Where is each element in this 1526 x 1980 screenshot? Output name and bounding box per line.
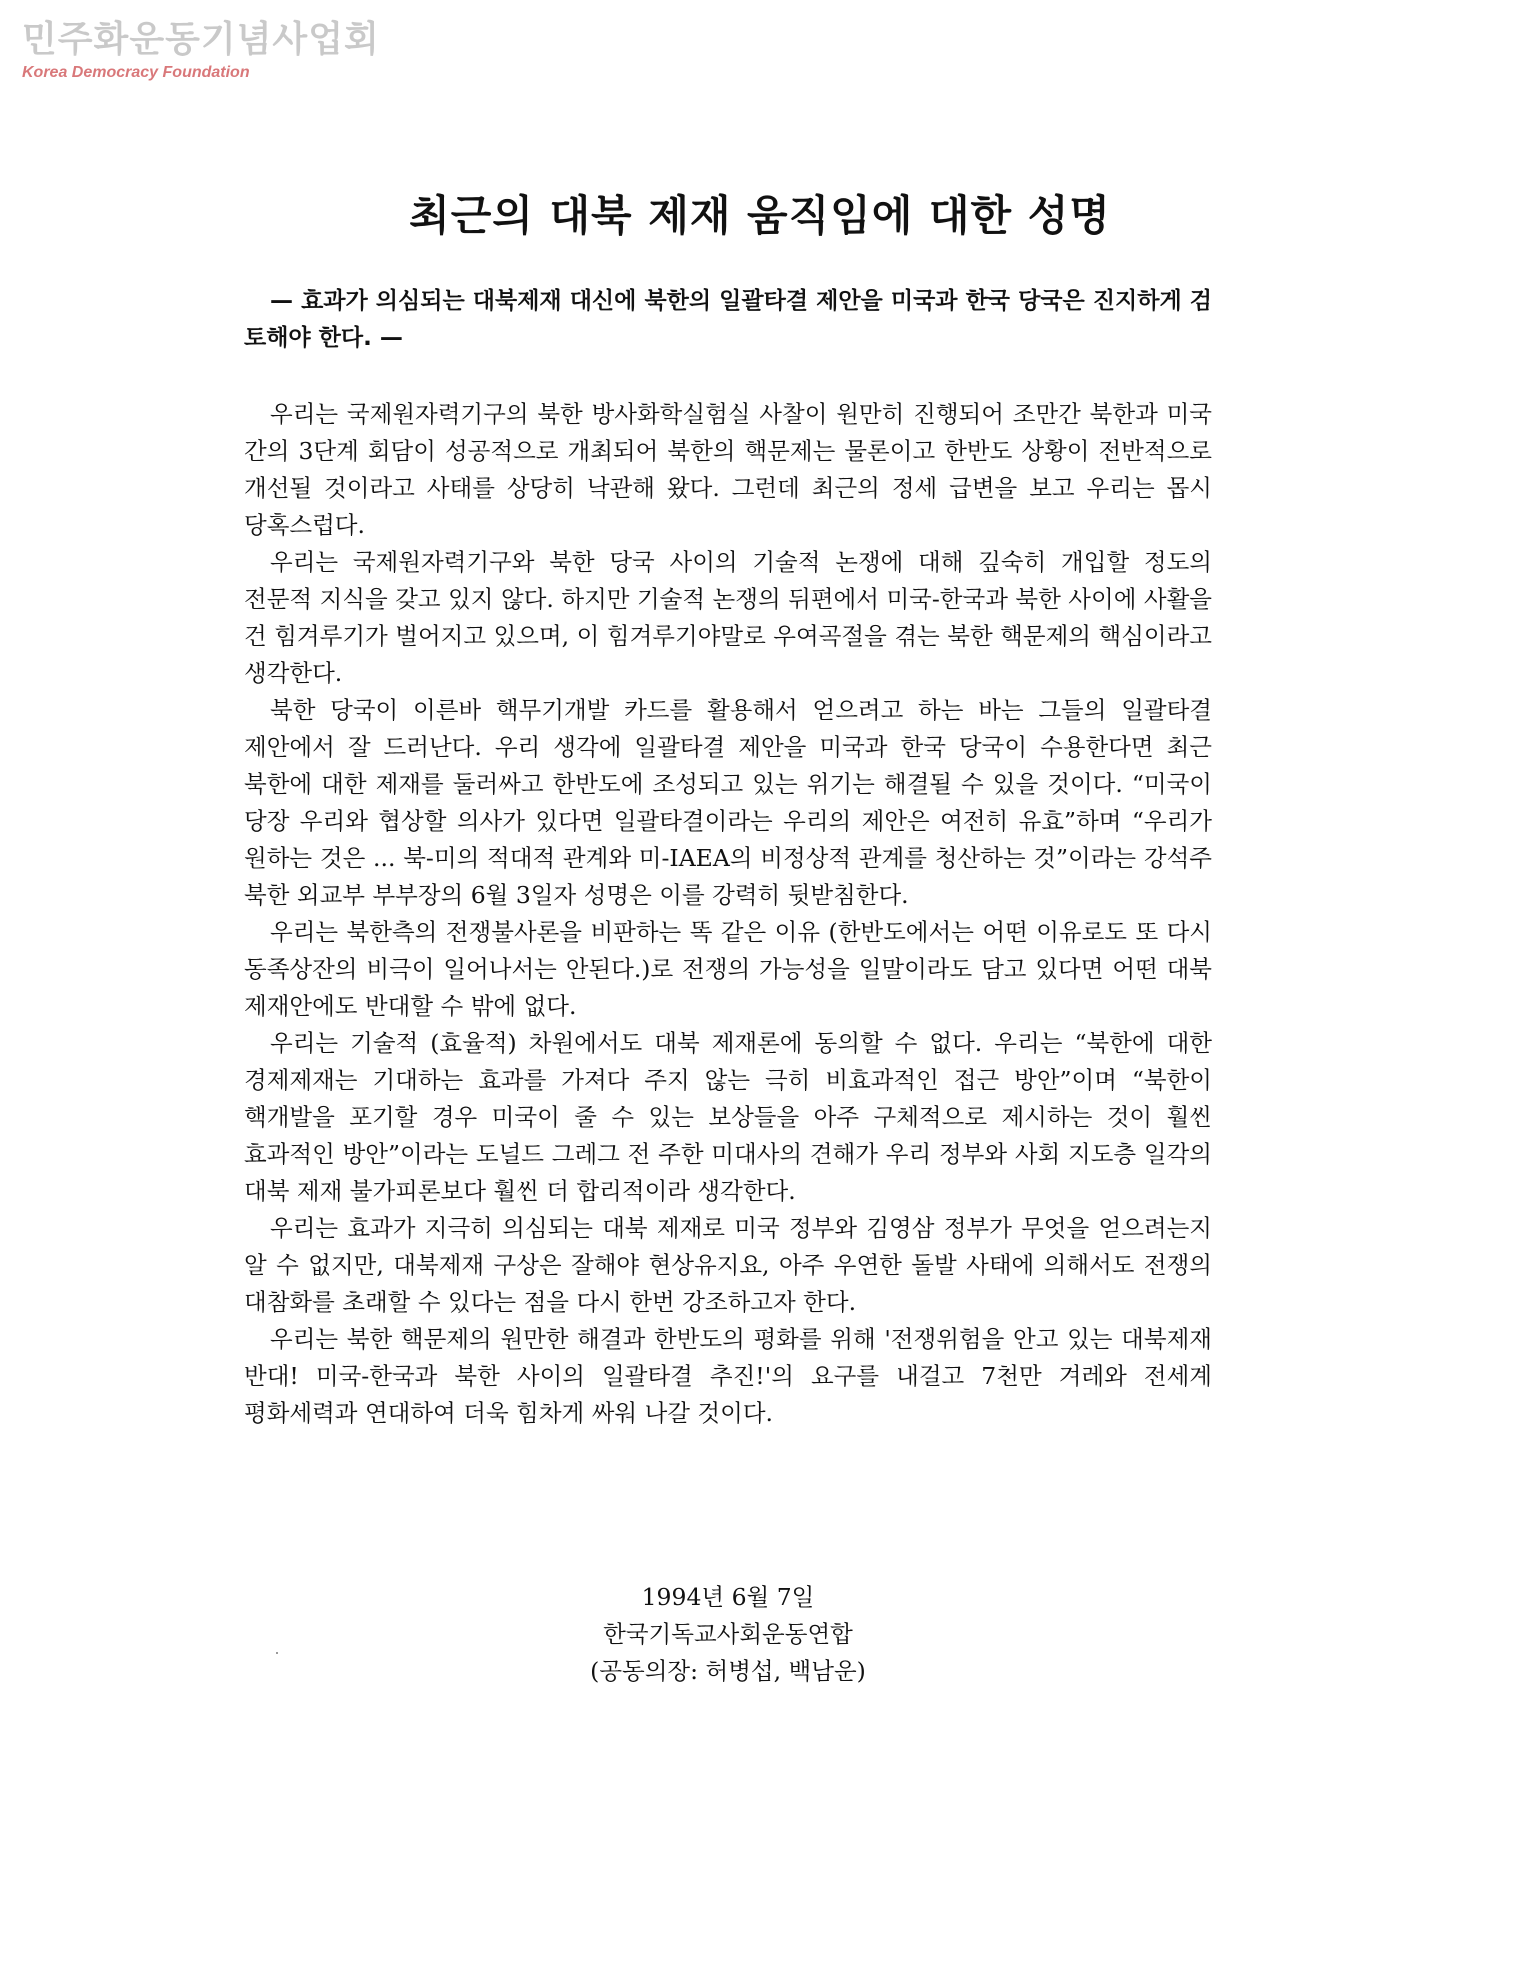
- paragraph-7: 우리는 북한 핵문제의 원만한 해결과 한반도의 평화를 위해 '전쟁위험을 안고 있는 대북제재 반대! 미국-한국과 북한 사이의 일괄타결 추진!'의 요구를 내걸고 7천만 겨레와 전세계 평화세력과 연대하여 더욱 힘차게 싸워 나갈 것이다.: [244, 1325, 1212, 1427]
- paragraph-3: 북한 당국이 이른바 핵무기개발 카드를 활용해서 얻으려고 하는 바는 그들의 일괄타결 제안에서 잘 드러난다. 우리 생각에 일괄타결 제안을 미국과 한국 당국이 수용한다면 최근 북한에 대한 제재를 둘러싸고 한반도에 조성되고 있는 위기는 해결될 수 있을 것이다. “미국이 당장 우리와 협상할 의사가 있다면 일괄타결이라는 우리의 제안은 여전히 유효”하며 “우리가 원하는 것은 ... 북-미의 적대적 관계와 미-IAEA의 비정상적 관계를 청산하는 것”이라는 강석주 북한 외교부 부부장의 6월 3일자 성명은 이를 강력히 뒷받침한다.: [244, 696, 1212, 909]
- paragraph-5: 우리는 기술적 (효율적) 차원에서도 대북 제재론에 동의할 수 없다. 우리는 “북한에 대한 경제제재는 기대하는 효과를 가져다 주지 않는 극히 비효과적인 접근 방안”이며 “북한이 핵개발을 포기할 경우 미국이 줄 수 있는 보상들을 아주 구체적으로 제시하는 것이 훨씬 효과적인 방안”이라는 도널드 그레그 전 주한 미대사의 견해가 우리 정부와 사회 지도층 일각의 대북 제재 불가피론보다 훨씬 더 합리적이라 생각한다.: [244, 1029, 1212, 1205]
- foundation-watermark: [22, 18, 380, 84]
- scan-speck: [276, 1652, 278, 1654]
- paragraph-1: 우리는 국제원자력기구의 북한 방사화학실험실 사찰이 원만히 진행되어 조만간 북한과 미국 간의 3단계 회담이 성공적으로 개최되어 북한의 핵문제는 물론이고 한반도 상황이 전반적으로 개선될 것이라고 사태를 상당히 낙관해 왔다. 그런데 최근의 정세 급변을 보고 우리는 몹시 당혹스럽다.: [244, 400, 1212, 539]
- signature-date: 1994년 6월 7일: [641, 1583, 815, 1611]
- signature-organization: 한국기독교사회운동연합: [603, 1620, 853, 1648]
- signature-representatives: (공동의장: 허병섭, 백남운): [590, 1657, 866, 1685]
- watermark-korean: 민주화운동기념사업회: [22, 19, 380, 60]
- paragraph-4: 우리는 북한측의 전쟁불사론을 비판하는 똑 같은 이유 (한반도에서는 어떤 이유로도 또 다시 동족상잔의 비극이 일어나서는 안된다.)로 전쟁의 가능성을 일말이라도 담고 있다면 어떤 대북 제재안에도 반대할 수 밖에 없다.: [244, 918, 1212, 1020]
- paragraph-6: 우리는 효과가 지극히 의심되는 대북 제재로 미국 정부와 김영삼 정부가 무엇을 얻으려는지 알 수 없지만, 대북제재 구상은 잘해야 현상유지요, 아주 우연한 돌발 사태에 의해서도 전쟁의 대참화를 초래할 수 있다는 점을 다시 한번 강조하고자 한다.: [244, 1214, 1212, 1316]
- document-subtitle: — 효과가 의심되는 대북제재 대신에 북한의 일괄타결 제안을 미국과 한국 당국은 진지하게 검토해야 한다. —: [244, 288, 1212, 351]
- statement-body: [244, 396, 1212, 1432]
- paragraph-2: 우리는 국제원자력기구와 북한 당국 사이의 기술적 논쟁에 대해 깊숙히 개입할 정도의 전문적 지식을 갖고 있지 않다. 하지만 기술적 논쟁의 뒤편에서 미국-한국과 북한 사이에 사활을 건 힘겨루기가 벌어지고 있으며, 이 힘겨루기야말로 우여곡절을 겪는 북한 핵문제의 핵심이라고 생각한다.: [244, 548, 1212, 687]
- watermark-english: Korea Democracy Foundation: [22, 64, 250, 81]
- document-title: 최근의 대북 제재 움직임에 대한 성명: [409, 191, 1111, 240]
- signature-block: [244, 1579, 1212, 1690]
